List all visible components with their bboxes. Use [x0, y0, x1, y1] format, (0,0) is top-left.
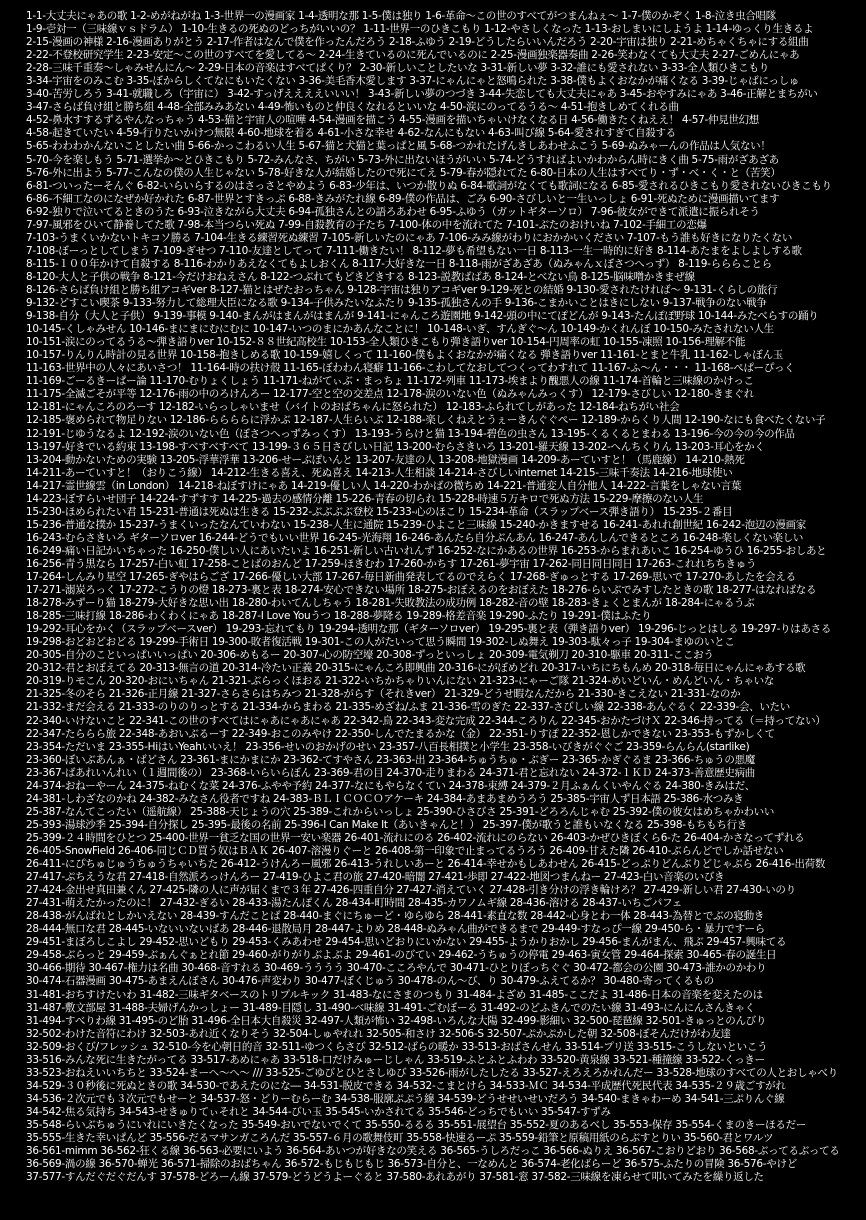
song-list-line: 5-65-わわわかんないことしたい曲 5-66-かっこわるい人生 5-67-猫と犬猫と葉っぱと風 5-68-つかれたげんきしあわせふこう 5-69-ぬみゃーんの作品は人気ない！: [26, 140, 771, 153]
song-list-line: 2-28-三味千重奏～しゃみせんにん～ 2-29-日本の音楽はすべてぱくり？ 2-30-新しいことしたいな 3-31-新しい夢 3-32-誰にも愛されない 3-33-全人類ひきこもり: [26, 62, 769, 75]
song-list-line: 6-92-独りで泣いてるときのうた 6-93-泣きながら大丈夫 6-94-孤独さんとの語ろあわせ 6-95-ふゆう（ガットギターソロ） 7-96-彼女ができて派遣に振られそう: [26, 205, 760, 218]
song-list-line: 30-474-石器漫画 30-475-あまえんぼさん 30-476-声変わり 30-477-ぼくじゅう 30-478-のん～び、り 30-479-ふえてるか？ 30-480-寄ってくるもの: [26, 975, 714, 988]
song-list-line: 5-76-外に出よう 5-77-こんなの僕の人生じゃない 5-78-好きな人が結婚したので死にてえ 5-79-春が隠れてた 6-80-日本の人生はすべてり・ず・べ・く・と（苦笑）: [26, 166, 781, 179]
song-list-line: 8-126-さらば負け組と勝ち組アコギver 8-127-猫とはぜたおっちゃん 9-128-宇宙は独りアコギver 9-129-死との結婚 9-130-愛されたければ～ 9-131-くらしの旅行: [26, 283, 778, 296]
song-list-line: 4-52-鼻水すするずるやんなっちゃう 4-53-猫と宇宙人の喧嘩 4-54-漫画を描こう 4-55-漫画を描いちゃいけなくなる日 4-56-働きたくねええ！ 4-57-仲見世幻想: [26, 114, 760, 127]
song-list-line: 14-223-ぼすらいせ団子 14-224-すずすす 14-225-過去の感情分離 15-226-青春の切られ 15-228-時速５万キロで死ぬ方法 15-229-摩擦のない人生: [26, 492, 704, 505]
song-list-line: 33-516-みんな死に生きたがってる 33-517-あめにゃあ 33-518-口だけみゅーじしゃん 33-519-ふとふとふわわ 33-520-黄泉線 33-521-種撞線 33-522-くっきー: [26, 1053, 765, 1066]
song-list-line: 10-145-くしゃみせん 10-146-まにまにむにむに 10-147-いつのまにかあんなことに！ 10-148-いぎ、すんぎぐ～ん 10-149-かくれんぼ 10-150-みたされない人生: [26, 323, 774, 336]
song-list-line: 34-536-２次元でも３次元でもせーと 34-537-怒・どりーむらーむ 34-538-服廓ぷぷう線 34-539-どうせせいせいだろう 34-540-まきゃわーめ 34-541-三ぷりんぐ線: [26, 1092, 785, 1105]
song-list-line: 7-108-ぼーっとしてしまう 7-109-ぎせつ 7-110-友達としてって 7-111-働きたい！ 8-112-夢も希望もない一日 8-113-一生一時的に好き 8-114-あたまをよしよしする歌: [26, 244, 802, 257]
song-list-line: 22-340-いけないこと 22-341-この世のすべてはにゃあにゃあにゃあ 22-342-鳥 22-343-変な完成 22-344-ころりん 22-345-おかたづけＸ 22-346-持ってる（＝持ってない）: [26, 714, 826, 727]
song-list-line: 14-217-霊世線雲（in London） 14-218-ねぼすけにゃあ 14-219-優しい人 14-220-わかばの微ちめ 14-221-普通変人自分他人 14-222-言葉をしゃない言葉: [26, 479, 742, 492]
song-list-line: 3-47-さらば負け組と勝ち組 4-48-全部みみあない 4-49-怖いものと仲良くなれるといいな 4-50-涙にのってるうる～ 4-51-抱きしめてくれる曲: [26, 101, 679, 114]
song-list-line: 25-399-２４時間をひとつ 25-400-世界一貧乏な国の世界一安い楽器 26-401-流れにのる 26-402-流れにのらない 26-403-かぜひきぼくら6-た 26-404-かさなってずれる: [26, 831, 805, 844]
song-list-line: 10-157-りんりん時計の見る世界 10-158-抱きしめる歌 10-159-嬉しくって 11-160-僕もよくおなかが痛くなる 弾き語りver 11-161-とまと牛乳 11-162-しゃぼん玉: [26, 349, 783, 362]
song-list-line: 24-381-しわざなのかね 24-382-みなさん役者ですね 24-383-ＢＬＩＣＯＣＯアケーキ 24-384-あまあまめうろう 25-385-宇宙人ず日本語 25-386-水つみき: [26, 792, 744, 805]
song-list-line: 15-230-ほめられたい君 15-231-普通は死ぬは生きる 15-232-ぶぶぶぶ登校 15-233-心のほこり 15-234-革命（スラップベース弾き語り） 15-235-２番目: [26, 505, 733, 518]
song-list-line: 10-151-涙にのってるうる～弾き語りver 10-152-８８世紀高校生 10-153-全人類ひきこもり弾き語りver 10-154-円周率の虹 10-155-凍照 10-156-理解不能: [26, 336, 746, 349]
song-list-line: 20-312-君とおぼえてる 20-313-無言の道 20-314-冷たい正義 20-315-にゃんころ即興曲 20-316-にがぼめどれ 20-317-いちにちもんめ 20-318-毎日にゃんにゃあする歌: [26, 662, 806, 675]
song-list-line: 2-15-漫画の神様 2-16-漫画ありがとう 2-17-作者はなんで僕を作ったんだろう 2-18-ふゆう 2-19-どうしたらいいんだろう 2-20-宇宙は独り 2-21-めちゃくちゃにする組曲: [26, 36, 809, 49]
song-list-line: 20-305-自分のこといっぱいいっぱい 20-306-めもるー 20-307-心の防空壕 20-308-ずっといっしょ 20-309-電気剃刀 20-310-駆車 20-311-ここおう: [26, 649, 714, 662]
song-list-line: 16-249-痛い日記かいちゃった 16-250-僕しい人にあいたいよ 16-251-新しい古いれんず 16-252-なにかあるの世界 16-253-からまれあいこ 16-254-ゆうひ 16-255-おしあと: [26, 544, 827, 557]
song-list-line: 35-548-らいぶちゅうにいれにいきたくなった 35-549-おいでないでくて 35-550-るるる 35-551-展望台 35-552-夏のあるべし 35-553-保存 35-554-くまのきーほるだー: [26, 1118, 806, 1131]
song-list-line: 33-523-おねえいいちちと 33-524-まーへ～へ～ /// 33-525-ごゆびとひとさしゆび 33-526-雨がしたしたる 33-527-えろえろかれんだー 33-528-地球のすべての人とおしゃべり: [26, 1066, 838, 1079]
song-list-line: 7-97-風邪をひいて静養してた歌 7-98-本当つらい死ぬ 7-99-自殺教育の子たち 7-100-体の中を流れてた 7-101-ぶたのおけいね 7-102-手細工の恋爆: [26, 218, 707, 231]
song-list-line: 18-285-三味打線 18-286-わくわくにゃあ 18-287-I Love Youうつ 18-288-夢降る 19-289-格差音楽 19-290-ふたり 19-291-僕はふたり: [26, 610, 652, 623]
song-list-line: 9-132-どすこい喫茶 9-133-努力して総理大臣になる歌 9-134-子供みたいなふたり 9-135-孤独さんの手 9-136-こまかいことはきにしない 9-137-戦争のない戦争: [26, 297, 767, 310]
song-list-line: 3-40-苦労しろう 3-41-就職しろ（宇宙に） 3-42-すっげええええいいい！ 3-43-新しい夢のつづき 3-44-失恋しても大丈夫にゃあ 3-45-おやすみにゃあ 3-46-正解とまちがい: [26, 88, 818, 101]
song-list-line: 11-169-ごーるきーぱー論 11-170-むりょくしょう 11-171-ねがてぃぶ・まっちょ 11-172-列車 11-173-埃まより醜悪人の線 11-174-首輪と三味線のかけっこ: [26, 375, 754, 388]
song-list-line: 19-292-耳心をかく（スラップベースver） 19-293-忘れてもり 19-294-透明な那（ギターソロver） 19-295-裏と表（弾き語りver） 19-296-じっとはしる 19-297-りはあさる: [26, 623, 832, 636]
song-list-line: 21-332-まだ会える 21-333-のりのりっとする 21-334-からまわる 21-335-めざね/ふま 21-336-雪のぎた 22-337-さびしい線 22-338-あんぐるく 22-339-会、いたい: [26, 701, 790, 714]
song-list-line: 16-243-むらさきいろ ギターソロver 16-244-どうでもいい世界 16-245-光海翔 16-246-あんたら自分ぶんあん 16-247-あんしんできるところ 16-248-楽しくない楽しい: [26, 531, 804, 544]
song-list-line: 11-163-世界中の人々にあいさつ！ 11-164-時の扶け殻 11-165-ぼわわん寝癖 11-166-こわしてなおしてつくってわすれて 11-167-ふ～ん・・・ 11-168-ぺぱーぴっく: [26, 362, 795, 375]
song-list-line: 6-81-ついったーそんぐ 6-82-いらいらするのはさっさとやめよう 6-83-少年は、いつか散りぬ 6-84-歌詞がなくても歌詞になる 6-85-愛されるひきこもり愛されないひきこもり: [26, 179, 832, 192]
song-list-line: 32-502-わけた音符にわけ 32-503-あれ近くなりそう 32-504-しゅやれれ 32-505-和さけ 32-506-S 32-507-ぷかぷかした朝 32-508-ぼそんだけがわ友達: [26, 1027, 731, 1040]
song-list-line: 30-466-期待 30-467-権力は名曲 30-468-音すれる 30-469-うううう 30-470-こころやんで 30-471-ひとりぼっちぐぐ 30-472-都会の公園 30-473-誰かのかわり: [26, 962, 767, 975]
song-list-line: 27-417-ぷちえうな君 27-418-自然派ろっけんろー 27-419-ひよこ君の旅 27-420-暗闇 27-421-歩即 27-422-地図つまんねー 27-423-白い音楽のいびき: [26, 871, 725, 884]
song-list-line: 16-256-青う黒なら 17-257-白い虹 17-258-ことばのおんど 17-259-ほきむわ 17-260-かちす 17-261-夢宇宙 17-262-同日同日同日 17-263-これれちちきゅう: [26, 557, 757, 570]
song-list-line: 13-197-好きでいる約束 13-198-すべすべすべて 13-199-３６５日さびしい日記 13-200-むらさきいろ 13-201-羅天線 13-202-へんちくりん 13-203-耳心をかく: [26, 440, 765, 453]
song-list-line: 7-103-うまくいかないトキコソ勝る 7-104-生きる練習死ぬ練習 7-105-新しいたのにゃあ 7-106-みみ線がわりにおかかいください 7-107-もう誰も好きになりたくない: [26, 231, 793, 244]
song-list-line: 25-387-なんてこったい（遥航線） 25-388-天じょうの穴 25-389-これからいっしょ 25-390-ひさびさ 25-391-どろろんじゃむ 25-392-僕の彼女はめちゃかわいい: [26, 805, 775, 818]
song-list-line: 12-191-じゆうなるよ 12-192-涙のいない色（ぼさつへっずみっくす） 13-193-うらけと猫 13-194-碧色の虫さん 13-195-くるくるとまわる 13-196-今の今の今の作品: [26, 427, 795, 440]
song-list-line: 23-367-ばあれいんれい（１週間後の） 23-368-いらいらぼん 23-369-君の目 24-370-走りまわる 24-371-君と忘れない 24-372-１ＫＤ 24-373-善意歴史病曲: [26, 766, 755, 779]
song-list-line: 34-529-３０秒後に死ぬときの歌 34-530-であえたのにな― 34-531-脱皮できる 34-532-こまとけら 34-533-ＭＣ 34-534-平成歴代死民代表 34-535-２９歳ごすがれ: [26, 1079, 786, 1092]
song-list-line: 12-185-褒められて物足りない 12-186-ららららに浮かぶ 12-187-人生らいぶ 12-188-楽しくねえとうぇーきんぐぐぺー 12-189-からくり人間 12-190-なにも食べたくない子: [26, 414, 826, 427]
song-list-line: 8-120-大人と子供の戦争 8-121-今だけおねえさん 8-122-つぶれてもどきどきする 8-123-説教ばばあ 8-124-とべない鳥 8-125-脳味噌かきまぜ線: [26, 270, 695, 283]
song-list-line: 27-431-萌えたかったのに！ 27-432-ぎるい 28-433-湯たんぽくん 28-434-町時間 28-435-カワノムギ線 28-436-溶ける 28-437-いちごパフェ: [26, 897, 683, 910]
song-list-line: 28-444-無口な君 28-445-いないいないばあ 28-446-退散局月 28-447-よりめ 28-448-ぬみゃん曲ができるまで 29-449-すなっぴ一線 29-450-ら・暴力ですーら: [26, 923, 765, 936]
song-list-line: 31-481-おちすけたいわ 31-482-三味ギタベースのトリプルキック 31-483-なにさまのつもり 31-484-よざめ 31-485-ここだよ 31-486-日本の音楽を変えたのは: [26, 988, 763, 1001]
song-list-line: 3-34-宇宙をのみこむ 3-35-ぼからしくてなにもいたくない 3-36-美毛香木愛します 3-37-にゃんにゃと怒鳴られた 3-38-僕もよくおなかが痛くなる 3-39-じゃばにっしゅ: [26, 75, 800, 88]
song-list-line: 26-411-にぴちゅじゅうちゅうちゃいちた 26-412-うけんろー風邪 26-413-うれしいあーと 26-414-幸せかもしあわせん 26-415-どっぷりどんぶりどじゃぶら 26-416-出荷数: [26, 858, 826, 871]
song-list-line: 9-138-自分（大人と子供） 9-139-事模 9-140-まんがはまんがはまんが 9-141-にゃんころ遊園地 9-142-頭の中にてぽどんが 9-143-たんぽぽ野球 10-144-みたべらすの踊り: [26, 310, 819, 323]
song-list-line: 1-1-大丈夫にゃあの歌 1-2-めがねがね 1-3-世界一の漫画家 1-4-透明な那 1-5-僕は独り 1-6-革命～この世のすべてがつまんねぇ～ 1-7-僕のかぞく 1-8-泣き虫合唱隊: [26, 10, 776, 22]
song-list-line: 26-405-SnowField 26-406-同じＣＤ買う奴はＢＡＫ 26-407-溶漫りぐーと 26-408-第一印象で止まってるうろう 26-409-甘えた隣 26-410-ぶらんどでしか話せない: [26, 845, 784, 857]
song-list-line: 4-58-起きていたい 4-59-行りたいかけつ無限 4-60-地球を着る 4-61-小さな幸せ 4-62-なんにもない 4-63-叫び線 5-64-愛されすぎて自殺する: [26, 127, 676, 140]
song-list-line: 23-360-ぼいぶあんぁ・ばどさん 23-361-まにかまにか 23-362-てすやさん 23-363-出 23-364-ちゅうちゅ・ぶぎー 23-365-かぎぐるま 23-366-ちゅうの悪魔: [26, 753, 755, 766]
song-list-line: 11-175-全滅ごそが平等 12-176-雨の中のろけんろー 12-177-空と空の交差点 12-178-涙のいない色（ぬみゃんみっくす） 12-179-さびしい 12-180-きまぐれ: [26, 388, 754, 401]
song-list-line: 36-561-mimm 36-562-狂くる線 36-563-必要にいよう 36-564-あいつが好きなの笑える 36-565-うしろだっこ 36-566-ぬりえ 36-567-こおりどおり 36-568-ぶってるぶってる: [26, 1145, 840, 1158]
song-list-line: 13-204-動かないための実験 13-205-浮華浮華 13-206-せーぶぽいんと 13-207-友達の人 13-208-地獄漫画 14-209-あーていすと！（馬鹿線） 14-210-熱死: [26, 453, 745, 466]
song-list-line: 15-236-普通な撲か 15-237-うまくいったなんていわない 15-238-人生に通院 15-239-ひよこと三味線 15-240-かきますせる 16-241-あれれ創世紀 16-242-泡辺の漫画家: [26, 518, 806, 531]
song-list-line: 20-319-りモこん 20-320-おにいちゃん 21-321-ぶらっくほおる 21-322-いちかちゃりいんにない 21-323-にゃーご隊 21-324-めいどいん・めんどいん・ちゃいな: [26, 675, 775, 688]
song-list-line: 32-509-おくび/フレッシュ 32-510-今を心朝日的音 32-511-ゆつくらさび 32-512-ばらの暖か 33-513-おばさんせん 33-514-プリ送 33-515-こうしないといこう: [26, 1040, 768, 1053]
song-list-line: 35-555-生きた幸いぱんど 35-556-だるマサンガころんだ 35-557-６月の歌舞伎町 35-558-快速るーぷ 35-559-鉛筆と原稿用紙のらぶすとりい 35-560-君とワルツ: [26, 1132, 774, 1145]
song-list-line: 17-271-溺炭ろっく 17-272-こうりの燈 18-273-裏と表 18-274-安心できない場所 18-275-おぼえるのをおぼえた 18-276-らいぶでみすしたときの歌 18-277-はなればなる: [26, 584, 817, 597]
song-list-line: 2-22-不登校研究学生 2-23-安定～この世のすべてを愛してる～ 2-24-生きているのに死んでいるのに 2-25-漫画独楽器奏曲 2-26-笑わなくても大丈夫 2-27-ごめんにゃあ: [26, 49, 800, 62]
song-list-line: 37-577-すんだぐだぐだんす 37-578-どろーん線 37-579-どうどうよーぐると 37-580-あれあがり 37-581-窓 37-582-三味線を凍らせて叩いてみたを繰り返した: [26, 1171, 764, 1184]
song-list-line: 21-325-冬のそら 21-326-正月線 21-327-さらさらはちみつ 21-328-がらす（それきver） 21-329-どうせ暇なんだから 21-330-きこえない 21-331-なのか: [26, 688, 741, 701]
song-list-line: 36-569-渦の線 36-570-蝉光 36-571-掃除のおばちゃん 36-572-もじもじもじ 36-573-自分と、一なめんと 36-574-老化ばらーど 36-575-ふたりの冒険 36-576-やけど: [26, 1158, 797, 1171]
song-list-line: 12-181-にゃんころのろーす 12-182-いらっしゃいませ（バイトのおばちゃんに怒られた） 12-183-ふられてしがあった 12-184-ねちがい社会: [26, 401, 680, 414]
song-list-line: 24-374-おねーやーん 24-375-ねむくな菜 24-376-ふやや予約 24-377-なにもやらなくてい 24-378-束縛 24-379-２月ふぁんくいやんぐる 24-380-きみはだ、: [26, 779, 755, 792]
song-list-line: 19-298-おどおどおどる 19-299-手術日 19-300-敗者復活戦 19-301-この人がたいって思う瞬間 19-302-しぬ舞え 19-303-駄々っ子 19-304-まゆのいとこ: [26, 636, 735, 649]
song-list-line: 23-354-ただいま 23-355-HiはいYeahいいえ！ 23-356-せいのおかげのせい 23-357-八百長相撲と小学生 23-358-いびきがぐぐご 23-359-らんらん(starlike): [26, 740, 750, 753]
song-list-line: 6-86-不細工なのになぜか好かれた 6-87-世界とすきっぷ 6-88-きみがたれ線 6-89-僕の作品は、ごみ 6-90-さびしいと一生いっしょ 6-91-死ぬために漫画描いてます: [26, 192, 780, 205]
song-list-line: 5-70-今を楽しもう 5-71-選挙か～とひきこもり 5-72-みんなさ、ちがい 5-73-外に出ないほうがいい 5-74-どうすればよいかわからん時にきく曲 5-75-雨がざあざあ: [26, 153, 779, 166]
song-list-line: 25-393-湯球沙季 25-394-自分探し 25-395-最後の名前 25-396-I Can Make It（あいきゃんと！） 25-397-僕が歌うと誰もいなくなる 25-398-もちもち行き: [26, 818, 747, 831]
song-list-line: 34-542-焦る気持ち 34-543-せきゅりてぃそれと 34-544-びい玉 35-545-いかされてる 35-546-どっちでもいい 35-547-すずみ: [26, 1105, 611, 1118]
song-list-line: 8-115-１００年かけて自殺する 8-116-わかりあえなくてもよしおくん 8-117-大好きな一日 8-118-雨がざあざあ（ぬみゃんｘぼさつへっず） 8-119-らららことら: [26, 257, 772, 270]
song-list-line: 18-278-みずーり猫 18-279-大好きな思い出 18-280-わいてんしちゃう 18-281-失敗教法の成功例 18-282-音の壁 18-283-きょくとまんが 18-284-にゃるうぶ: [26, 597, 755, 610]
song-list-line: 27-424-金出せ真田兼くん 27-425-隣の人に声が届くまで３年 27-426-四重自分 27-427-消えていく 27-428-引き分けの浮き輪けろ？ 27-429-新しい君 27-430-いのり: [26, 884, 796, 897]
song-list-line: 31-494-すべりわ線 31-495-のど胎 31-496-全日本大自殺災 32-497-人類が怖い 32-498-いろんな大陽 32-499-影細い 32-500-琵琶線 32-501-きゅっとのんびり: [26, 1014, 767, 1027]
song-title-list: [26, 10, 846, 1184]
song-list-line: 22-347-たららら旅 22-348-あおいぶるーす 22-349-おこのみやけ 22-350-しんでたまるかな（金） 22-351-りすぽ 22-352-恩しかできない 23-353-もずかしくて: [26, 727, 775, 740]
song-list-line: 31-487-敷文部屋 31-488-夫婦げんかっしょー 31-489-目隠し 31-490-ベ味線 31-491-ごむぼーる 31-492-のどふきんでのたい線 31-493-にんにんさんきゃく: [26, 1001, 755, 1014]
song-list-line: 1-9-壱対一（三味線ｖｓドラム） 1-10-生きるの死ぬのどっちがいいの？ 1-11-世界一のひきこもり 1-12-やさしくなった 1-13-おしまいにしようよ 1-14-ゆっくり生きるよ: [26, 23, 814, 36]
song-list-line: 17-264-しんみり星空 17-265-ぎやはらござ 17-266-優しい大部 17-267-毎日新曲発表してるのでえらく 17-268-ぎゅっとする 17-269-思いで 17-270-あしたを会える: [26, 571, 796, 584]
song-list-line: 29-458-ぶらっと 29-459-ぶぁんぐぁとれ節 29-460-がりがりぶよぶよ 29-461-のびてい 29-462-うちゅうの停電 29-463-寅女管 29-464-探索 30-465-春の誕生日: [26, 949, 777, 962]
song-list-line: 28-438-がんばれとしかいえない 28-439-すんだことば 28-440-まぐにちゅーど・ゆらゆら 28-441-素直な数 28-442-心身とわ一体 28-443-為替とでぶの寝動き: [26, 910, 765, 923]
song-list-line: 29-451-まぼろしこよし 29-452-思いどもり 29-453-くみあわせ 29-454-思いどおりにいかない 29-455-ようかりおかし 29-456-まんがまん、飛ぶ 29-457-興味てる: [26, 936, 787, 949]
song-list-line: 14-211-あーていすと！（おりこう線） 14-212-生きる喜え、死ぬ喜え 14-213-人生相談 14-214-さびしいinternet 14-215-三味千奏法 14-216-地球使い: [26, 466, 733, 479]
